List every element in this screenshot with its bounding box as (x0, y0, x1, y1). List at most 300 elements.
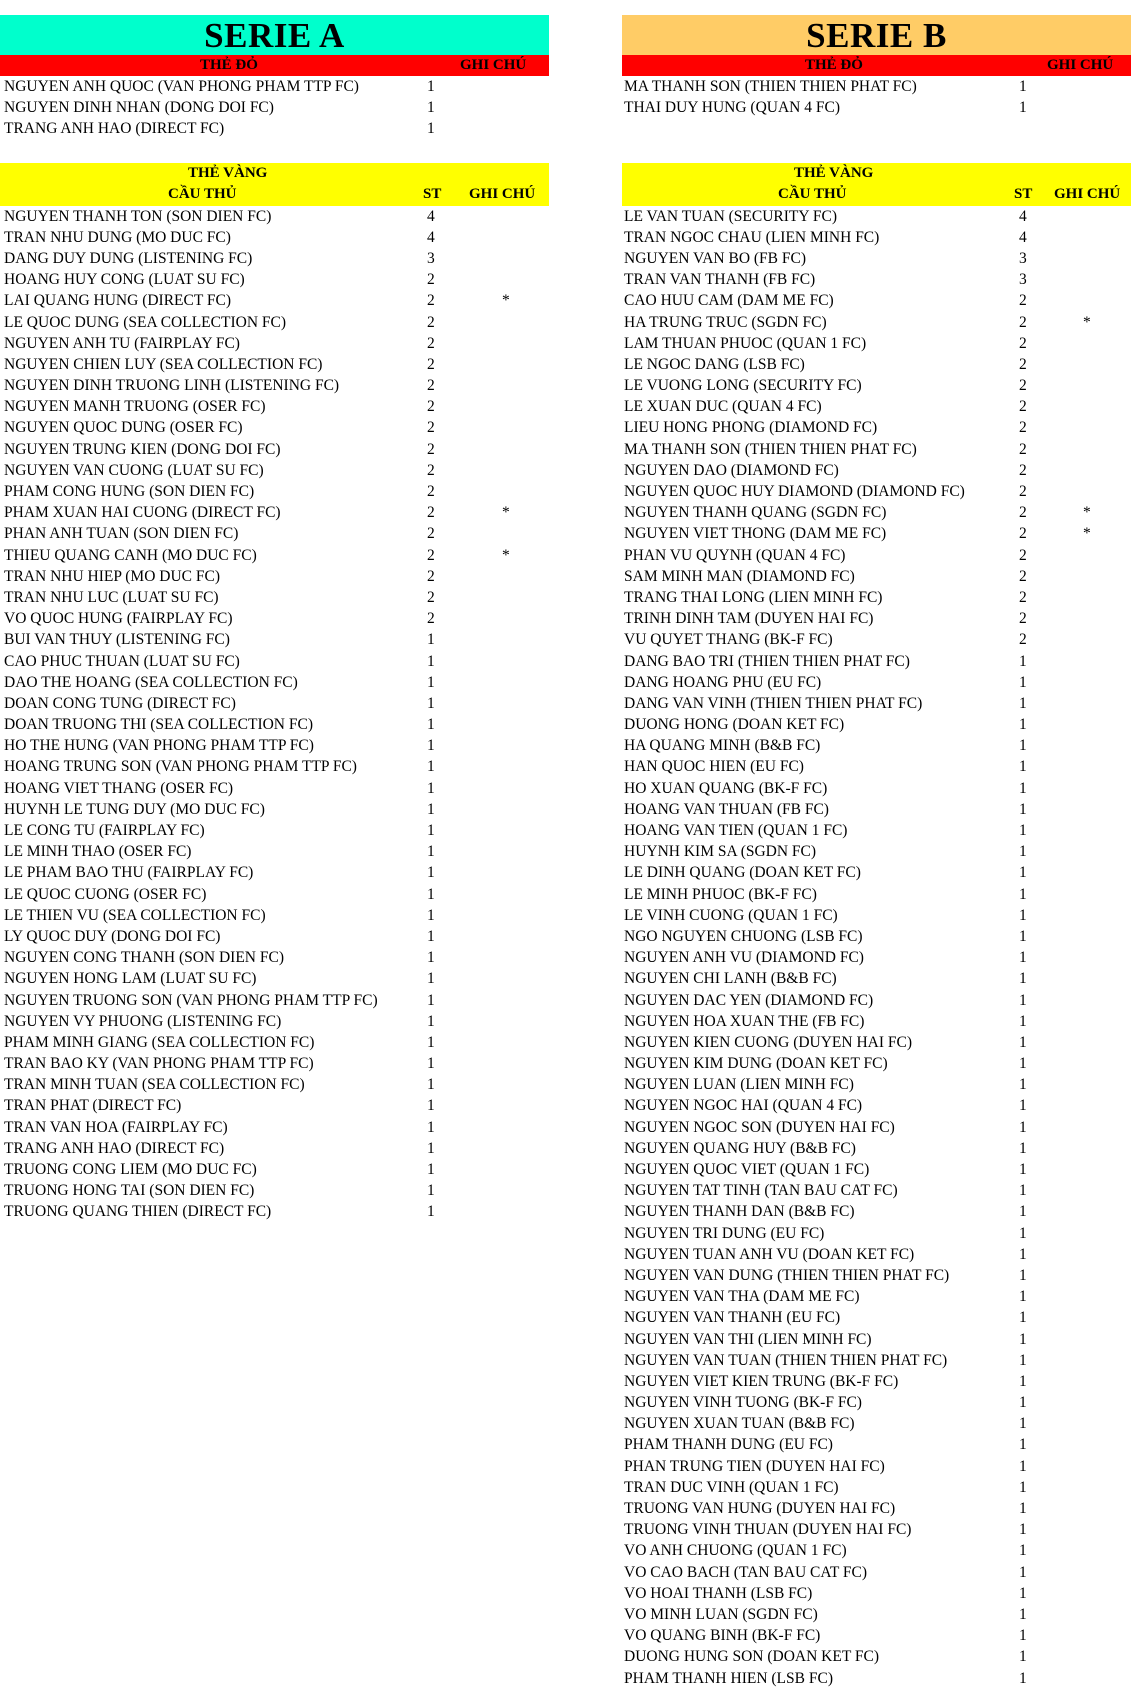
card-count: 1 (1019, 1351, 1027, 1369)
note-mark: * (502, 546, 510, 564)
player-name: DOAN CONG TUNG (DIRECT FC) (4, 694, 236, 712)
card-count: 3 (1019, 249, 1027, 267)
player-name: NGUYEN VAN THI (LIEN MINH FC) (624, 1330, 872, 1348)
player-name: CAO HUU CAM (DAM ME FC) (624, 292, 834, 310)
table-row (0, 778, 549, 799)
card-count: 1 (1019, 1033, 1027, 1051)
table-row (622, 629, 1131, 650)
card-count: 1 (1019, 737, 1027, 755)
table-row (0, 118, 549, 139)
player-name: NGUYEN VAN CUONG (LUAT SU FC) (4, 461, 264, 479)
card-count: 1 (427, 864, 435, 882)
card-count: 1 (1019, 1500, 1027, 1517)
note-header: GHI CHÚ (460, 57, 527, 73)
table-row (622, 375, 1131, 396)
table-row (622, 481, 1131, 502)
player-name: HOANG TRUNG SON (VAN PHONG PHAM TTP FC) (4, 758, 357, 776)
player-name: NGUYEN TAT TINH (TAN BAU CAT FC) (624, 1182, 898, 1200)
table-row (622, 1519, 1131, 1540)
player-name: HUYNH LE TUNG DUY (MO DUC FC) (4, 800, 265, 818)
note-mark: * (502, 504, 510, 522)
card-count: 1 (427, 1055, 435, 1073)
card-count: 1 (1019, 800, 1027, 818)
card-count: 1 (427, 1097, 435, 1115)
card-count: 1 (1019, 949, 1027, 967)
note-mark: * (1083, 313, 1091, 331)
card-count: 2 (427, 419, 435, 437)
table-row (622, 756, 1131, 777)
player-name: NGUYEN NGOC SON (DUYEN HAI FC) (624, 1118, 895, 1136)
table-row (622, 1032, 1131, 1053)
card-count: 1 (1019, 1521, 1027, 1539)
card-count: 1 (1019, 1330, 1027, 1348)
table-row (0, 312, 549, 333)
card-count: 1 (1019, 1266, 1027, 1284)
card-count: 1 (1019, 1309, 1027, 1327)
card-count: 1 (1019, 1542, 1027, 1560)
player-name: NGUYEN VAN BO (FB FC) (624, 249, 807, 267)
player-name: TRAN DUC VINH (QUAN 1 FC) (624, 1478, 839, 1496)
player-name: NGUYEN CONG THANH (SON DIEN FC) (4, 949, 284, 967)
card-count: 2 (427, 546, 435, 564)
table-row (622, 714, 1131, 735)
card-count: 1 (1019, 1012, 1027, 1030)
table-row (0, 947, 549, 968)
player-name: LE VUONG LONG (SECURITY FC) (624, 377, 862, 395)
note-mark: * (1083, 525, 1091, 543)
card-count: 2 (427, 504, 435, 522)
table-row (622, 545, 1131, 566)
player-name: NGUYEN XUAN TUAN (B&B FC) (624, 1415, 855, 1433)
card-count: 2 (1019, 461, 1027, 479)
serie-b-red-card-list (622, 76, 1131, 140)
card-count: 1 (1019, 1648, 1027, 1666)
card-count: 1 (1019, 1394, 1027, 1412)
player-name: TRAN NHU DUNG (MO DUC FC) (4, 228, 231, 246)
card-count: 4 (427, 207, 435, 225)
card-count: 1 (427, 673, 435, 691)
player-name: NGUYEN TRUONG SON (VAN PHONG PHAM TTP FC) (4, 991, 378, 1009)
table-row (622, 990, 1131, 1011)
table-row (0, 333, 549, 354)
count-header: ST (423, 185, 442, 202)
player-name: NGUYEN ANH TU (FAIRPLAY FC) (4, 334, 240, 352)
player-name: NGUYEN QUANG HUY (B&B FC) (624, 1139, 856, 1157)
table-row (0, 439, 549, 460)
player-name: NGUYEN MANH TRUONG (OSER FC) (4, 398, 266, 416)
card-count: 2 (427, 588, 435, 606)
card-count: 1 (1019, 1584, 1027, 1602)
card-count: 1 (427, 78, 435, 95)
card-count: 2 (1019, 588, 1027, 606)
player-name: NGUYEN VY PHUONG (LISTENING FC) (4, 1012, 282, 1030)
player-name: NGUYEN KIEN CUONG (DUYEN HAI FC) (624, 1033, 913, 1051)
card-count: 1 (427, 991, 435, 1009)
player-name: BUI VAN THUY (LISTENING FC) (4, 631, 230, 649)
player-name: LE CONG TU (FAIRPLAY FC) (4, 822, 205, 839)
table-row (0, 756, 549, 777)
table-row (622, 248, 1131, 269)
table-row (622, 651, 1131, 672)
table-row (622, 1286, 1131, 1307)
player-name: PHAM MINH GIANG (SEA COLLECTION FC) (4, 1033, 315, 1051)
player-name: TRAN VAN THANH (FB FC) (624, 271, 816, 289)
table-row (622, 1413, 1131, 1434)
serie-a-title: SERIE A (0, 15, 549, 55)
player-name: NGUYEN KIM DUNG (DOAN KET FC) (624, 1055, 888, 1073)
table-row (622, 608, 1131, 629)
table-row (622, 862, 1131, 883)
card-count: 2 (1019, 567, 1027, 585)
card-count: 1 (1019, 1605, 1027, 1623)
table-row (0, 862, 549, 883)
card-count: 1 (427, 885, 435, 903)
card-count: 2 (427, 292, 435, 310)
table-row (0, 460, 549, 481)
table-row (0, 523, 549, 544)
card-count: 1 (427, 1182, 435, 1200)
card-count: 1 (1019, 1182, 1027, 1200)
card-count: 2 (1019, 355, 1027, 373)
player-name: MA THANH SON (THIEN THIEN PHAT FC) (624, 78, 917, 95)
table-row (622, 76, 1131, 97)
table-row (622, 1562, 1131, 1583)
player-header: CẦU THỦ (778, 185, 847, 202)
table-row (622, 905, 1131, 926)
card-count: 1 (427, 737, 435, 755)
table-row (622, 1350, 1131, 1371)
table-row (622, 1053, 1131, 1074)
table-row (0, 799, 549, 820)
table-row (0, 1159, 549, 1180)
table-row (622, 417, 1131, 438)
card-count: 2 (1019, 525, 1027, 543)
player-name: PHAN TRUNG TIEN (DUYEN HAI FC) (624, 1457, 885, 1475)
card-count: 1 (1019, 1203, 1027, 1221)
player-name: LE PHAM BAO THU (FAIRPLAY FC) (4, 864, 254, 882)
card-count: 1 (1019, 1161, 1027, 1178)
serie-a-column (0, 15, 549, 1223)
table-row (622, 1307, 1131, 1328)
player-name: HA QUANG MINH (B&B FC) (624, 737, 821, 755)
player-name: PHAM XUAN HAI CUONG (DIRECT FC) (4, 504, 281, 522)
table-row (622, 1223, 1131, 1244)
table-row (0, 545, 549, 566)
card-count: 2 (427, 398, 435, 416)
table-row (622, 566, 1131, 587)
player-name: PHAM CONG HUNG (SON DIEN FC) (4, 483, 255, 500)
serie-b-yellow-card-list (622, 206, 1131, 1689)
red-card-label: THẺ ĐỎ (805, 57, 863, 73)
player-name: LAI QUANG HUNG (DIRECT FC) (4, 292, 232, 310)
card-count: 2 (427, 610, 435, 628)
serie-a-red-card-list (0, 76, 549, 140)
serie-b-red-card-header (622, 55, 1131, 76)
card-count: 1 (427, 1161, 435, 1178)
card-count: 2 (1019, 313, 1027, 331)
card-count: 1 (427, 843, 435, 861)
table-row (622, 735, 1131, 756)
player-name: NGUYEN THANH DAN (B&B FC) (624, 1203, 855, 1221)
player-name: NGUYEN NGOC HAI (QUAN 4 FC) (624, 1097, 863, 1115)
table-row (0, 1117, 549, 1138)
player-name: VO HOAI THANH (LSB FC) (624, 1584, 813, 1602)
player-name: NGUYEN TUAN ANH VU (DOAN KET FC) (624, 1245, 915, 1263)
table-row (622, 354, 1131, 375)
card-count: 2 (427, 355, 435, 373)
table-row (622, 460, 1131, 481)
card-count: 1 (427, 800, 435, 818)
table-row (622, 1456, 1131, 1477)
table-row (0, 926, 549, 947)
table-row (622, 672, 1131, 693)
card-count: 1 (427, 99, 435, 117)
card-count: 2 (427, 377, 435, 395)
table-row (0, 714, 549, 735)
card-count: 1 (427, 822, 435, 839)
card-count: 2 (1019, 483, 1027, 500)
player-name: HUYNH KIM SA (SGDN FC) (624, 843, 817, 861)
card-count: 1 (1019, 1436, 1027, 1454)
table-row (0, 968, 549, 989)
player-name: PHAM THANH DUNG (EU FC) (624, 1436, 833, 1454)
card-count: 1 (1019, 1055, 1027, 1073)
spacer (0, 140, 549, 163)
table-row (622, 778, 1131, 799)
card-count: 1 (427, 694, 435, 712)
card-count: 2 (427, 334, 435, 352)
player-name: VU QUYET THANG (BK-F FC) (624, 631, 833, 649)
table-row (0, 97, 549, 118)
player-name: PHAN ANH TUAN (SON DIEN FC) (4, 525, 239, 543)
player-name: NGUYEN CHIEN LUY (SEA COLLECTION FC) (4, 355, 323, 373)
player-name: TRAN BAO KY (VAN PHONG PHAM TTP FC) (4, 1055, 314, 1073)
player-name: NGUYEN LUAN (LIEN MINH FC) (624, 1076, 854, 1094)
player-name: NGUYEN TRUNG KIEN (DONG DOI FC) (4, 440, 281, 458)
table-row (622, 1498, 1131, 1519)
card-count: 1 (427, 716, 435, 734)
table-row (0, 990, 549, 1011)
player-name: MA THANH SON (THIEN THIEN PHAT FC) (624, 440, 917, 458)
table-row (622, 523, 1131, 544)
note-header: GHI CHÚ (1047, 57, 1114, 73)
player-name: DANG BAO TRI (THIEN THIEN PHAT FC) (624, 652, 910, 670)
table-row (0, 566, 549, 587)
player-name: TRANG THAI LONG (LIEN MINH FC) (624, 588, 883, 606)
player-name: NGUYEN VAN THA (DAM ME FC) (624, 1288, 860, 1306)
yellow-card-label: THẺ VÀNG (188, 164, 268, 181)
card-count: 4 (1019, 207, 1027, 225)
card-count: 1 (427, 949, 435, 967)
player-name: NGUYEN VIET THONG (DAM ME FC) (624, 525, 887, 543)
table-row (622, 968, 1131, 989)
player-name: TRAN NHU HIEP (MO DUC FC) (4, 567, 221, 585)
card-count: 2 (427, 313, 435, 331)
card-count: 3 (1019, 271, 1027, 289)
table-row (0, 227, 549, 248)
card-count: 1 (427, 652, 435, 670)
table-row (622, 926, 1131, 947)
card-count: 2 (1019, 419, 1027, 437)
player-name: NGUYEN VIET KIEN TRUNG (BK-F FC) (624, 1372, 899, 1390)
card-count: 1 (427, 631, 435, 649)
card-count: 1 (1019, 927, 1027, 945)
player-name: TRAN PHAT (DIRECT FC) (4, 1097, 182, 1115)
card-count: 2 (1019, 377, 1027, 395)
card-count: 2 (427, 567, 435, 585)
serie-a-yellow-card-header (0, 163, 549, 206)
table-row (622, 799, 1131, 820)
table-row (622, 118, 1131, 139)
table-row (622, 1434, 1131, 1455)
card-count: 1 (427, 927, 435, 945)
player-name: CAO PHUC THUAN (LUAT SU FC) (4, 652, 240, 670)
player-name: TRAN MINH TUAN (SEA COLLECTION FC) (4, 1076, 305, 1094)
player-name: HAN QUOC HIEN (EU FC) (624, 758, 804, 776)
player-name: DANG HOANG PHU (EU FC) (624, 673, 822, 691)
table-row (622, 693, 1131, 714)
player-name: NGUYEN THANH QUANG (SGDN FC) (624, 504, 887, 522)
player-name: NGUYEN VINH TUONG (BK-F FC) (624, 1394, 862, 1412)
player-name: HOANG HUY CONG (LUAT SU FC) (4, 271, 245, 289)
card-count: 1 (427, 1076, 435, 1094)
player-name: NGUYEN QUOC DUNG (OSER FC) (4, 419, 243, 437)
player-name: LE THIEN VU (SEA COLLECTION FC) (4, 906, 266, 924)
player-name: LY QUOC DUY (DONG DOI FC) (4, 927, 221, 945)
yellow-card-label: THẺ VÀNG (794, 164, 874, 181)
card-count: 1 (1019, 1076, 1027, 1094)
player-name: NGUYEN ANH QUOC (VAN PHONG PHAM TTP FC) (4, 78, 359, 95)
table-row (0, 502, 549, 523)
player-name: LAM THUAN PHUOC (QUAN 1 FC) (624, 334, 867, 352)
card-count: 1 (427, 1203, 435, 1221)
player-name: NGUYEN VAN THANH (EU FC) (624, 1309, 841, 1327)
card-count: 2 (1019, 546, 1027, 564)
table-row (622, 587, 1131, 608)
player-name: DUONG HONG (DOAN KET FC) (624, 716, 845, 734)
serie-b-column (622, 15, 1131, 1689)
player-name: NGUYEN VAN DUNG (THIEN THIEN PHAT FC) (624, 1266, 950, 1284)
table-row (0, 417, 549, 438)
player-name: NGUYEN THANH TON (SON DIEN FC) (4, 207, 272, 225)
table-row (622, 1117, 1131, 1138)
card-count: 1 (1019, 1669, 1027, 1687)
player-name: VO ANH CHUONG (QUAN 1 FC) (624, 1542, 847, 1560)
card-count: 1 (1019, 864, 1027, 882)
table-row (622, 1244, 1131, 1265)
serie-a-red-card-header (0, 55, 549, 76)
player-name: NGUYEN DINH TRUONG LINH (LISTENING FC) (4, 377, 340, 395)
table-row (0, 735, 549, 756)
card-count: 2 (427, 483, 435, 500)
card-count: 1 (1019, 779, 1027, 797)
card-count: 1 (1019, 1627, 1027, 1645)
player-name: PHAM THANH HIEN (LSB FC) (624, 1669, 833, 1687)
card-count: 1 (427, 1012, 435, 1030)
player-name: NGUYEN DINH NHAN (DONG DOI FC) (4, 99, 274, 117)
player-name: LE QUOC CUONG (OSER FC) (4, 885, 207, 903)
table-row (622, 439, 1131, 460)
card-count: 1 (1019, 716, 1027, 734)
table-row (622, 1011, 1131, 1032)
serie-b-yellow-card-header (622, 163, 1131, 206)
table-row (0, 1053, 549, 1074)
card-count: 1 (1019, 1139, 1027, 1157)
note-mark: * (1083, 504, 1091, 522)
table-row (0, 672, 549, 693)
player-name: TRUONG QUANG THIEN (DIRECT FC) (4, 1203, 272, 1221)
player-name: NGO NGUYEN CHUONG (LSB FC) (624, 927, 863, 945)
card-count: 2 (1019, 631, 1027, 649)
card-count: 1 (1019, 822, 1027, 839)
card-count: 2 (1019, 334, 1027, 352)
table-row (622, 227, 1131, 248)
player-name: DOAN TRUONG THI (SEA COLLECTION FC) (4, 716, 313, 734)
player-name: NGUYEN QUOC HUY DIAMOND (DIAMOND FC) (624, 483, 965, 500)
player-name: HOANG VIET THANG (OSER FC) (4, 779, 234, 797)
table-row (0, 884, 549, 905)
player-name: DAO THE HOANG (SEA COLLECTION FC) (4, 673, 298, 691)
card-count: 1 (427, 779, 435, 797)
table-row (0, 1095, 549, 1116)
player-name: DANG DUY DUNG (LISTENING FC) (4, 249, 253, 267)
table-row (622, 312, 1131, 333)
card-count: 3 (427, 249, 435, 267)
table-row (622, 396, 1131, 417)
player-name: DANG VAN VINH (THIEN THIEN PHAT FC) (624, 694, 923, 712)
card-count: 2 (1019, 504, 1027, 522)
card-count: 2 (427, 461, 435, 479)
note-header: GHI CHÚ (1054, 185, 1121, 202)
table-row (622, 1180, 1131, 1201)
player-name: TRUONG HONG TAI (SON DIEN FC) (4, 1182, 255, 1200)
player-name: LE MINH THAO (OSER FC) (4, 843, 192, 861)
table-row (622, 1477, 1131, 1498)
card-count: 1 (1019, 673, 1027, 691)
table-row (622, 290, 1131, 311)
table-row (0, 1180, 549, 1201)
player-name: SAM MINH MAN (DIAMOND FC) (624, 567, 855, 585)
card-count: 2 (427, 525, 435, 543)
player-name: THIEU QUANG CANH (MO DUC FC) (4, 546, 257, 564)
table-row (0, 76, 549, 97)
note-mark: * (502, 292, 510, 310)
player-name: TRANG ANH HAO (DIRECT FC) (4, 120, 225, 138)
card-count: 2 (1019, 292, 1027, 310)
player-name: HOANG VAN THUAN (FB FC) (624, 800, 829, 818)
table-row (0, 1011, 549, 1032)
player-name: NGUYEN HOA XUAN THE (FB FC) (624, 1012, 865, 1030)
player-name: PHAN VU QUYNH (QUAN 4 FC) (624, 546, 846, 564)
table-row (0, 905, 549, 926)
serie-b-title: SERIE B (622, 15, 1131, 55)
card-count: 1 (1019, 652, 1027, 670)
table-row (622, 1668, 1131, 1689)
card-count: 1 (427, 906, 435, 924)
player-header: CẦU THỦ (168, 185, 237, 202)
card-count: 1 (1019, 970, 1027, 988)
card-count: 1 (1019, 1415, 1027, 1433)
player-name: TRANG ANH HAO (DIRECT FC) (4, 1139, 225, 1157)
table-row (0, 651, 549, 672)
player-name: LE NGOC DANG (LSB FC) (624, 355, 805, 373)
table-row (0, 629, 549, 650)
player-name: LE VINH CUONG (QUAN 1 FC) (624, 906, 838, 924)
card-count: 1 (427, 758, 435, 776)
table-row (0, 1074, 549, 1095)
card-count: 1 (1019, 694, 1027, 712)
table-row (0, 841, 549, 862)
